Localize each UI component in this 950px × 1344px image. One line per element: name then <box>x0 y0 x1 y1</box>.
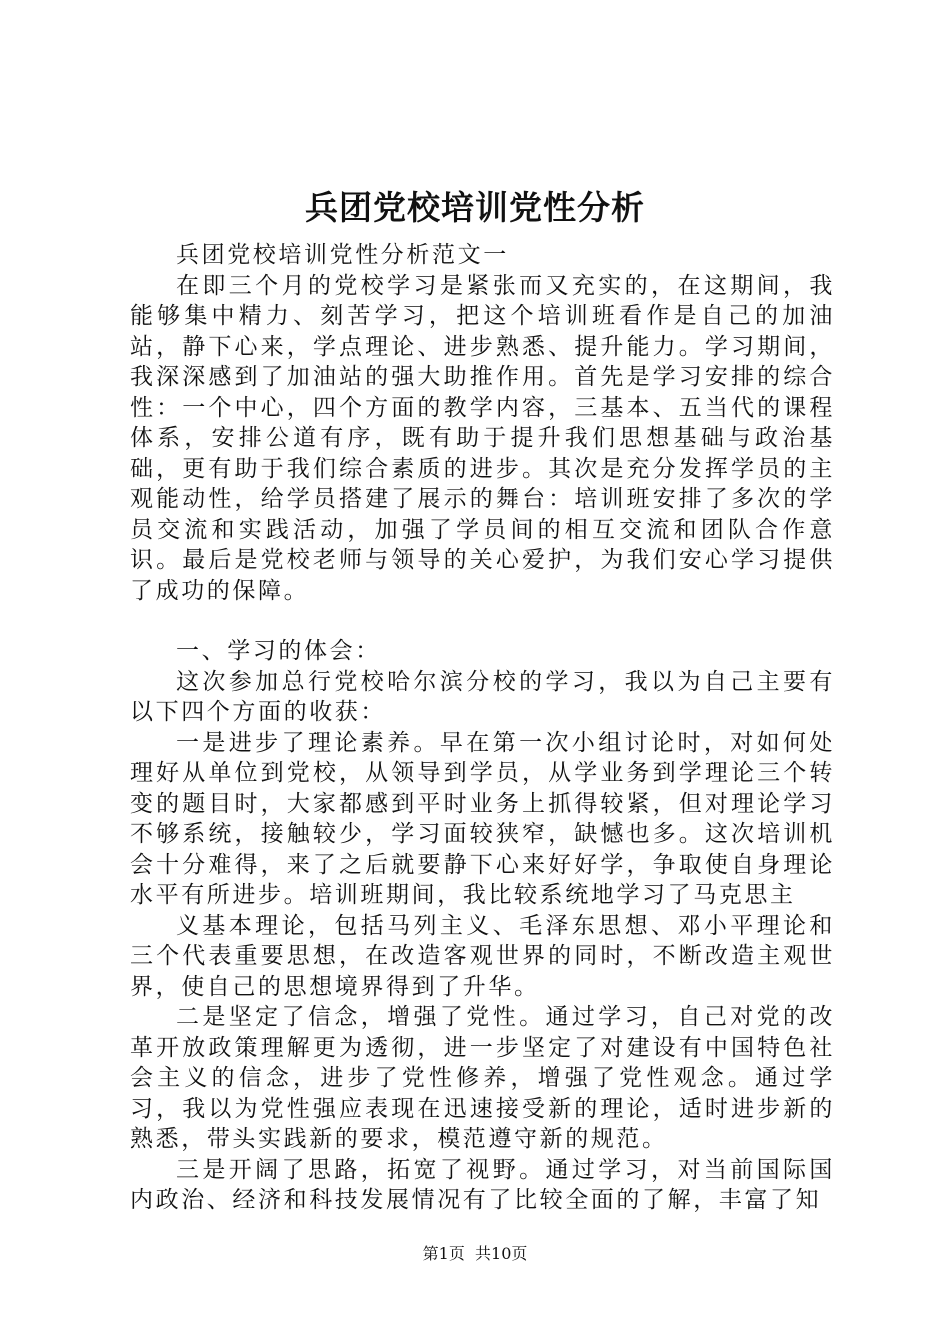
paragraph: 三是开阔了思路，拓宽了视野。通过学习，对当前国际国内政治、经济和科技发展情况有了比较全面的了解，丰富了知 <box>130 1156 835 1213</box>
total-pages: 10 <box>491 1244 512 1263</box>
page-number-suffix: 页 <box>448 1244 465 1263</box>
page-footer <box>0 1242 950 1266</box>
paragraph-spacer <box>130 606 835 636</box>
paragraph: 二是坚定了信念，增强了党性。通过学习，自己对党的改革开放政策理解更为透彻，进一步坚定了对建设有中国特色社会主义的信念，进步了党性修养，增强了党性观念。通过学习，我以为党性强应表现在迅速接受新的理论，适时进步新的熟悉，带头实践新的要求，模范遵守新的规范。 <box>130 1004 835 1152</box>
section-heading: 一、学习的体会： <box>176 638 381 664</box>
document-body <box>130 240 835 1216</box>
paragraph-subtitle: 兵团党校培训党性分析范文一 <box>176 242 509 268</box>
paragraph: 一是进步了理论素养。早在第一次小组讨论时，对如何处理好从单位到党校，从领导到学员，从学业务到学理论三个转变的题目时，大家都感到平时业务上抓得较紧，但对理论学习不够系统，接触较少，学习面较狭窄，缺憾也多。这次培训机会十分难得，来了之后就要静下心来好好学，争取使自身理论水平有所进步。培训班期间，我比较系统地学习了马克思主 <box>130 729 835 908</box>
total-pages-suffix: 页 <box>511 1244 528 1263</box>
total-pages-prefix: 共 <box>475 1244 492 1263</box>
document-title: 兵团党校培训党性分析 <box>305 188 645 227</box>
page-number-prefix: 第 <box>422 1244 439 1263</box>
paragraph: 义基本理论，包括马列主义、毛泽东思想、邓小平理论和三个代表重要思想，在改造客观世界的同时，不断改造主观世界，使自己的思想境界得到了升华。 <box>130 912 835 1000</box>
paragraph: 这次参加总行党校哈尔滨分校的学习，我以为自己主要有以下四个方面的收获： <box>130 668 835 725</box>
page-number: 1 <box>438 1244 449 1263</box>
paragraph-intro: 在即三个月的党校学习是紧张而又充实的，在这期间，我能够集中精力、刻苦学习，把这个培训班看作是自己的加油站，静下心来，学点理论、进步熟悉、提升能力。学习期间，我深深感到了加油站的强大助推作用。首先是学习安排的综合性：一个中心，四个方面的教学内容，三基本、五当代的课程体系，安排公道有序，既有助于提升我们思想基础与政治基础，更有助于我们综合素质的进步。其次是充分发挥学员的主观能动性，给学员搭建了展示的舞台：培训班安排了多次的学员交流和实践活动，加强了学员间的相互交流和团队合作意识。最后是党校老师与领导的关心爱护，为我们安心学习提供了成功的保障。 <box>130 272 835 604</box>
